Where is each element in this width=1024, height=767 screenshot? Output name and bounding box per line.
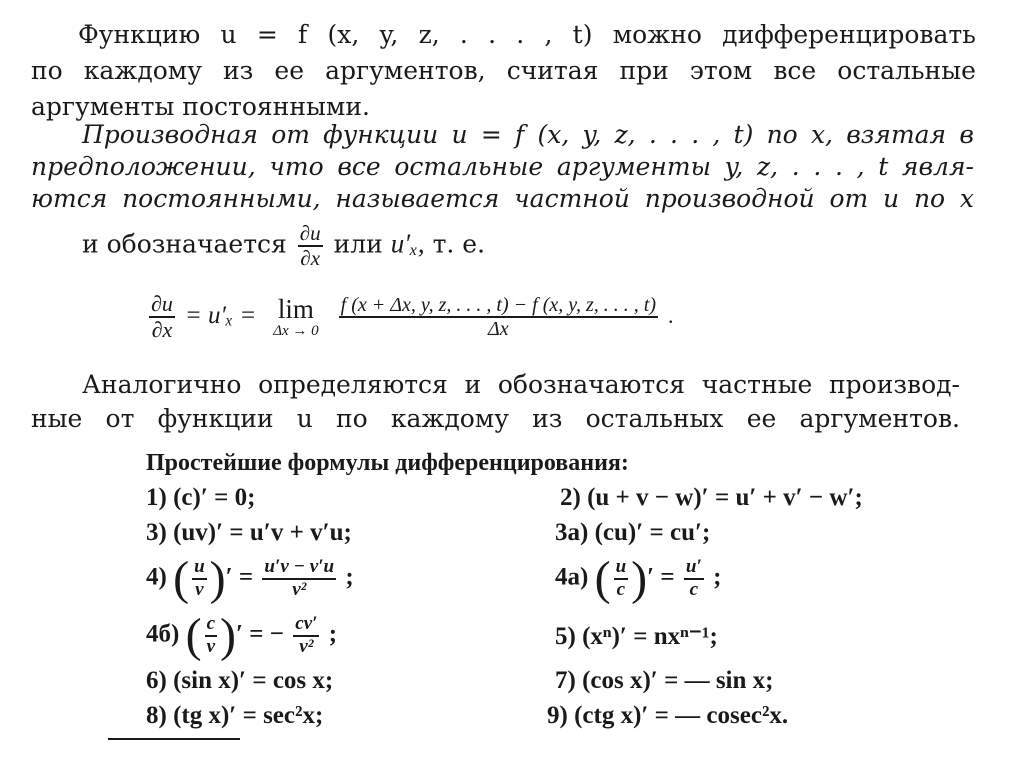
word: по	[335, 404, 368, 433]
fraction-numerator: ∂u	[298, 222, 323, 247]
word: остальные	[394, 152, 544, 181]
word: z,	[757, 152, 779, 181]
word: по	[913, 184, 946, 213]
word: u	[451, 120, 468, 149]
result-denominator: c	[689, 579, 699, 600]
word: в	[959, 120, 974, 149]
formula-label: 4а)	[555, 563, 589, 591]
word: y,	[379, 20, 399, 49]
word: .	[516, 20, 525, 49]
word: остальных	[585, 404, 724, 433]
word: взятая	[846, 120, 947, 149]
word: ,	[712, 120, 721, 149]
result-denominator: v²	[299, 636, 314, 657]
notation-symbol: u′ₓ,	[390, 228, 425, 259]
lhs-numerator: ∂u	[149, 292, 175, 318]
word: z,	[418, 20, 440, 49]
word: каждому	[390, 404, 509, 433]
word: ,	[856, 152, 865, 181]
definition-line-3	[31, 184, 974, 214]
text-line	[31, 404, 960, 434]
right-paren: )	[220, 609, 236, 662]
word: каждому	[83, 56, 202, 85]
formula-2: 2) (u + v − w)′ = u′ + v′ − w′;	[560, 484, 863, 511]
word: этом	[689, 56, 753, 85]
formula-5: 5) (xⁿ)′ = nxⁿ⁻¹;	[555, 623, 718, 650]
word: определяются	[258, 370, 448, 399]
word: дифференцировать	[722, 20, 976, 49]
paragraph-1-line-1	[78, 20, 976, 50]
word: остальные	[837, 56, 976, 85]
word: (x,	[537, 120, 570, 149]
inner-numerator: u	[192, 557, 207, 580]
word: из	[532, 404, 563, 433]
text-line	[31, 56, 976, 86]
word: от	[271, 120, 310, 149]
word: y,	[724, 152, 744, 181]
notation-suffix: т. е.	[432, 229, 486, 259]
inner-denominator: v	[195, 579, 204, 600]
inner-fraction	[614, 557, 629, 601]
word: z,	[614, 120, 636, 149]
footer-rule	[108, 738, 240, 740]
word: все	[337, 152, 381, 181]
limit-word: lim	[277, 294, 314, 325]
formula-equals: ′ =	[225, 563, 254, 591]
word: =	[256, 20, 278, 49]
word: t)	[572, 20, 593, 49]
formula-end: ;	[328, 620, 338, 648]
word: обозначаются	[497, 370, 686, 399]
word: постоянными,	[122, 184, 321, 213]
fraction-denominator: ∂x	[300, 246, 321, 271]
result-fraction	[684, 557, 704, 601]
text-line	[78, 20, 976, 50]
formula-6: 6) (sin x)′ = cos x;	[146, 667, 334, 694]
word: функции	[157, 404, 274, 433]
limit-subscript: Δx → 0	[273, 323, 319, 340]
word: .	[488, 20, 497, 49]
quotient-denominator: Δx	[488, 318, 509, 341]
word: .	[670, 120, 678, 149]
word: аргументов,	[325, 56, 486, 85]
formula-4a	[555, 552, 722, 605]
word: из	[223, 56, 254, 85]
word: u	[883, 184, 900, 213]
inner-fraction	[192, 557, 207, 601]
lhs-denominator: ∂x	[151, 317, 173, 343]
word: производ-	[829, 370, 960, 399]
word: x	[959, 184, 974, 213]
definition-line-1	[82, 120, 974, 150]
text-line	[82, 120, 974, 150]
formula-period: .	[668, 303, 674, 329]
word: .	[648, 120, 657, 149]
result-numerator: u′v − v′u	[262, 557, 336, 580]
word: и	[464, 370, 482, 399]
word: u	[296, 404, 313, 433]
word: .	[791, 152, 800, 181]
main-formula	[146, 292, 674, 342]
word: явля-	[901, 152, 974, 181]
formula-end: ;	[713, 563, 722, 591]
word: .	[459, 20, 468, 49]
left-paren: (	[185, 609, 202, 662]
word: x,	[810, 120, 833, 149]
notation-middle: или	[333, 229, 383, 259]
word: при	[619, 56, 669, 85]
notation-prefix: и обозначается	[82, 229, 287, 259]
right-paren: )	[631, 552, 648, 605]
quotient-numerator: f (x + Δx, y, z, . . . , t) − f (x, y, z, . . . , t)	[340, 294, 657, 317]
word: по	[766, 120, 798, 149]
left-paren: (	[173, 552, 190, 605]
word: аргументы	[556, 152, 711, 181]
paragraph-1-line-3: аргументы постоянными.	[31, 92, 370, 121]
formula-4b	[146, 609, 338, 662]
formula-equals: ′ =	[647, 563, 675, 591]
formula-end: ;	[345, 563, 354, 591]
word: =	[480, 120, 502, 149]
word: все	[773, 56, 817, 85]
word: Функцию	[78, 20, 201, 49]
inner-denominator: c	[616, 579, 626, 600]
word: частной	[514, 184, 630, 213]
lhs-fraction	[149, 292, 175, 342]
formulas-heading: Простейшие формулы дифференцирования:	[146, 450, 629, 476]
word: что	[269, 152, 324, 181]
limit-operator	[273, 295, 318, 339]
word: ее	[746, 404, 777, 433]
word: t	[878, 152, 889, 181]
result-numerator: u′	[684, 557, 704, 580]
result-denominator: v²	[292, 579, 307, 600]
formula-4	[146, 552, 354, 605]
text-line	[31, 152, 974, 182]
word: .	[835, 152, 843, 181]
formula-8: 8) (tg x)′ = sec²x;	[146, 702, 324, 729]
word: f	[515, 120, 525, 149]
word: считая	[506, 56, 599, 85]
word: производной	[644, 184, 815, 213]
formula-label: 4б)	[146, 620, 180, 648]
notation-line	[82, 222, 485, 270]
word: .	[691, 120, 700, 149]
word: называется	[335, 184, 500, 213]
word: от	[829, 184, 869, 213]
left-paren: (	[594, 552, 611, 605]
word: .	[813, 152, 822, 181]
word: аргументов.	[799, 404, 960, 433]
word: ее	[274, 56, 304, 85]
word: функции	[323, 120, 439, 149]
formula-7: 7) (cos x)′ = — sin x;	[555, 667, 774, 694]
definition-line-2	[31, 152, 974, 182]
word: y,	[582, 120, 602, 149]
word: (x,	[327, 20, 360, 49]
word: по	[31, 56, 63, 85]
inner-numerator: u	[614, 557, 629, 580]
word: от	[105, 404, 135, 433]
word: можно	[612, 20, 702, 49]
paragraph-3-line-2	[31, 404, 960, 434]
word: предположении,	[31, 152, 256, 181]
word: u	[220, 20, 237, 49]
result-fraction	[262, 557, 336, 601]
inner-numerator: c	[205, 614, 217, 637]
paragraph-1-line-2	[31, 56, 976, 86]
difference-quotient	[339, 294, 658, 340]
result-fraction	[293, 614, 319, 658]
word: Аналогично	[82, 370, 242, 399]
inner-fraction	[205, 614, 217, 658]
text-line	[82, 370, 960, 400]
formula-1: 1) (c)′ = 0;	[146, 484, 256, 511]
formula-equals: = u′ₓ =	[184, 302, 257, 330]
text-line	[31, 184, 974, 214]
word: ные	[31, 404, 83, 433]
formula-3: 3) (uv)′ = u′v + v′u;	[146, 519, 352, 546]
partial-fraction	[298, 222, 323, 270]
word: t)	[733, 120, 754, 149]
paragraph-3-line-1	[82, 370, 960, 400]
word: Производная	[82, 120, 258, 149]
formula-label: 4)	[146, 563, 167, 591]
result-numerator: cv′	[293, 614, 319, 637]
word: ются	[31, 184, 108, 213]
formula-9: 9) (ctg x)′ = — cosec²x.	[547, 702, 789, 729]
word: f	[298, 20, 308, 49]
formula-3a: 3а) (cu)′ = cu′;	[555, 519, 711, 546]
word: частные	[701, 370, 813, 399]
word: ,	[544, 20, 553, 49]
right-paren: )	[209, 552, 226, 605]
inner-denominator: v	[206, 636, 215, 657]
formula-equals: ′ = −	[235, 620, 285, 648]
